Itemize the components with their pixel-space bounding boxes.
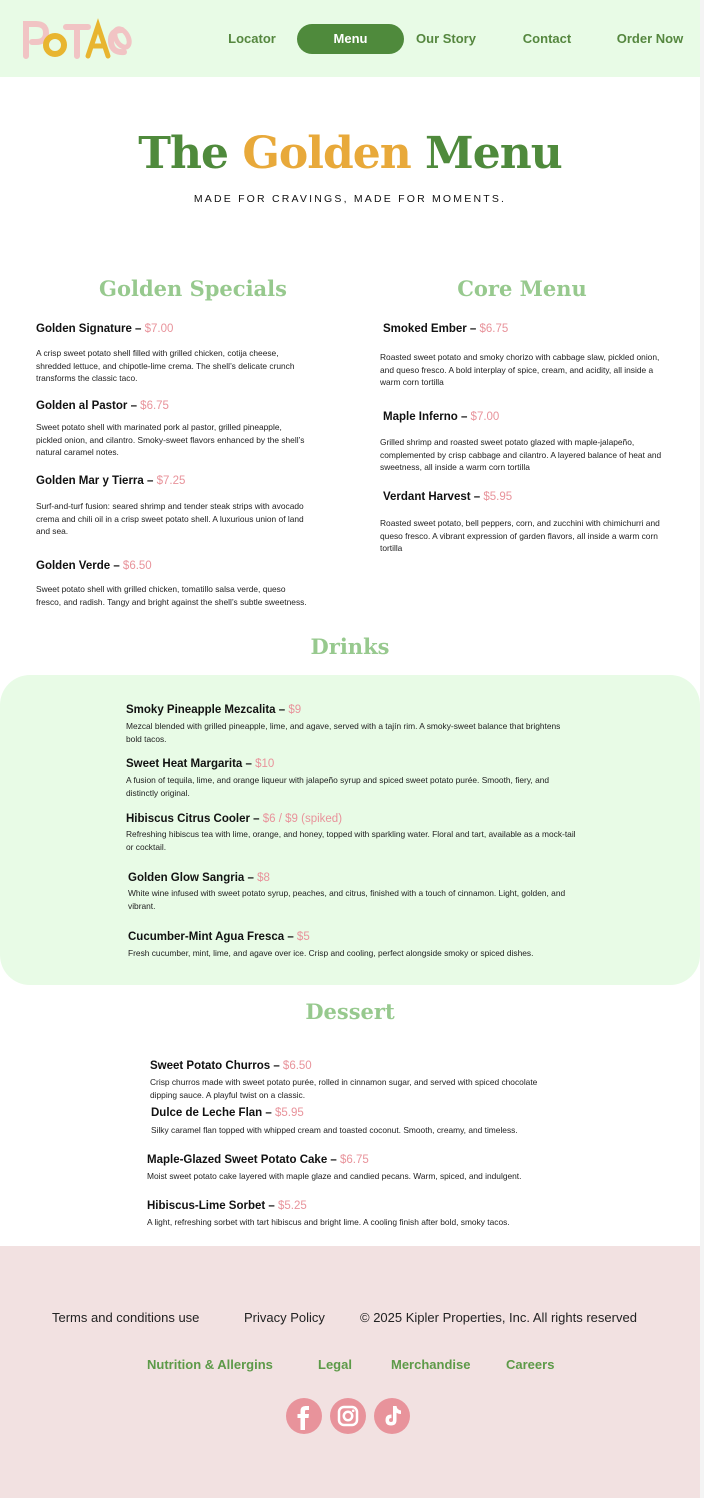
menu-item-price: $6 / $9 (spiked) (262, 813, 343, 825)
menu-item-name: Sweet Heat Margarita – $10 (126, 758, 275, 770)
menu-item-description: White wine infused with sweet potato syrup, peaches, and citrus, finished with a touch of cinnamon. Light, golden, and vibrant. (128, 888, 566, 911)
golden-specials-heading: Golden Specials (99, 276, 287, 301)
menu-item-name: Golden al Pastor – $6.75 (36, 400, 169, 412)
menu-item-price: $6.50 (282, 1060, 312, 1072)
tiktok-icon[interactable] (374, 1398, 410, 1434)
core-menu-heading: Core Menu (457, 276, 587, 301)
menu-item-price: $6.75 (340, 1154, 369, 1166)
menu-item-price: $7.25 (156, 475, 186, 487)
menu-item-description: Roasted sweet potato, bell peppers, corn, and zucchini with chimichurri and queso fresco. A vibrant expression of garden flavors, all inside a warm corn tortilla (380, 518, 660, 553)
menu-item-description: Fresh cucumber, mint, lime, and agave over ice. Crisp and cooling, perfect alongside smoky or spiced dishes. (128, 948, 534, 958)
menu-item-description: Grilled shrimp and roasted sweet potato glazed with maple-jalapeño, complemented by crisp cabbage and cilantro. A layered balance of heat and sweetness, all inside a warm corn tortilla (380, 437, 662, 472)
drinks-heading: Drinks (310, 634, 390, 659)
menu-item-description: A crisp sweet potato shell filled with grilled chicken, cotija cheese, shredded lettuce, and chipotle-lime crema. The shell’s delicate crunch transforms the classic taco. (36, 348, 295, 383)
menu-item-price: $5.25 (278, 1200, 307, 1212)
menu-item-name: Maple Inferno – $7.00 (383, 411, 500, 423)
menu-item-description: Sweet potato shell with grilled chicken, tomatillo salsa verde, queso fresco, and radish. Tangy and bright against the shell’s subtle sweetness. (36, 584, 307, 607)
nav-locator[interactable]: Locator (228, 31, 276, 46)
menu-item-description: A light, refreshing sorbet with tart hibiscus and bright lime. A cooling finish after bold, smoky tacos. (147, 1217, 510, 1227)
legal-link[interactable]: Legal (318, 1357, 352, 1372)
menu-item-price: $6.75 (479, 323, 509, 335)
nav-our-story[interactable]: Our Story (416, 31, 476, 46)
scrollbar-track[interactable] (700, 0, 704, 1498)
merchandise-link[interactable]: Merchandise (391, 1357, 471, 1372)
nav-order-now[interactable]: Order Now (616, 31, 684, 46)
menu-item-description: Crisp churros made with sweet potato purée, rolled in cinnamon sugar, and served with spiced chocolate dipping sauce. A playful twist on a classic. (150, 1077, 538, 1100)
potaco-logo[interactable] (22, 18, 134, 60)
copyright-text: © 2025 Kipler Properties, Inc. All rights reserved (360, 1310, 637, 1325)
menu-item-name: Dulce de Leche Flan – $5.95 (151, 1107, 304, 1119)
menu-item-name: Hibiscus Citrus Cooler – $6 / $9 (spiked) (126, 813, 343, 825)
menu-item-name: Golden Glow Sangria – $8 (128, 872, 270, 884)
menu-item-price: $10 (255, 758, 275, 770)
menu-item-price: $5 (296, 931, 310, 943)
menu-item-price: $5.95 (483, 491, 513, 503)
menu-item-price: $5.95 (274, 1107, 304, 1119)
facebook-icon[interactable] (286, 1398, 322, 1434)
menu-item-description: Roasted sweet potato and smoky chorizo with cabbage slaw, pickled onion, and queso fresco. A bold interplay of spice, cream, and acidity, all inside a warm corn tortilla (380, 352, 660, 387)
terms-link[interactable]: Terms and conditions use (52, 1310, 200, 1325)
menu-item-name: Golden Signature – $7.00 (36, 323, 174, 335)
menu-item-name: Hibiscus-Lime Sorbet – $5.25 (147, 1200, 307, 1212)
menu-item-name: Golden Verde – $6.50 (36, 560, 152, 572)
menu-item-price: $6.75 (140, 400, 169, 412)
menu-item-description: Sweet potato shell with marinated pork al pastor, grilled pineapple, pickled onion, and cilantro. Smoky-sweet flavors enhanced by the shell’s natural caramel notes. (36, 422, 305, 457)
menu-item-description: Refreshing hibiscus tea with lime, orange, and honey, topped with sparkling water. Floral and tart, available as a mock-tail or cocktail. (126, 829, 576, 852)
menu-item-description: Silky caramel flan topped with whipped cream and toasted coconut. Smooth, creamy, and timeless. (151, 1125, 518, 1135)
menu-item-price: $7.00 (144, 323, 174, 335)
menu-item-name: Smoked Ember – $6.75 (383, 323, 509, 335)
menu-item-name: Maple-Glazed Sweet Potato Cake – $6.75 (147, 1154, 369, 1166)
menu-item-description: Mezcal blended with grilled pineapple, lime, and agave, served with a tajín rim. A smoky-sweet balance that brightens bold tacos. (126, 721, 561, 744)
menu-item-name: Verdant Harvest – $5.95 (383, 491, 513, 503)
menu-item-description: Moist sweet potato cake layered with maple glaze and candied pecans. Warm, spiced, and indulgent. (147, 1171, 522, 1181)
privacy-policy-link[interactable]: Privacy Policy (244, 1310, 325, 1325)
menu-item-name: Smoky Pineapple Mezcalita – $9 (126, 704, 302, 716)
menu-item-price: $7.00 (470, 411, 500, 423)
site-footer (0, 1246, 700, 1498)
dessert-heading: Dessert (305, 999, 395, 1024)
menu-item-price: $8 (257, 872, 270, 884)
instagram-icon[interactable] (330, 1398, 366, 1434)
careers-link[interactable]: Careers (506, 1357, 555, 1372)
page-subtitle: MADE FOR CRAVINGS, MADE FOR MOMENTS. (193, 193, 507, 205)
nav-contact[interactable]: Contact (522, 31, 572, 46)
menu-item-description: Surf-and-turf fusion: seared shrimp and tender steak strips with avocado crema and chili oil in a crisp sweet potato shell. A luxurious union of land and sea. (36, 501, 304, 536)
nav-menu[interactable]: Menu (297, 24, 404, 54)
menu-item-description: A fusion of tequila, lime, and orange liqueur with jalapeño syrup and spiced sweet potato purée. Smooth, fiery, and distinctly original. (126, 775, 550, 798)
menu-item-price: $9 (288, 704, 302, 716)
nutrition-allergins-link[interactable]: Nutrition & Allergins (147, 1357, 273, 1372)
page-title: The Golden Menu (138, 128, 562, 179)
menu-item-price: $6.50 (122, 560, 152, 572)
menu-item-name: Cucumber-Mint Agua Fresca – $5 (128, 931, 310, 943)
menu-item-name: Sweet Potato Churros – $6.50 (150, 1060, 312, 1072)
menu-item-name: Golden Mar y Tierra – $7.25 (36, 475, 186, 487)
